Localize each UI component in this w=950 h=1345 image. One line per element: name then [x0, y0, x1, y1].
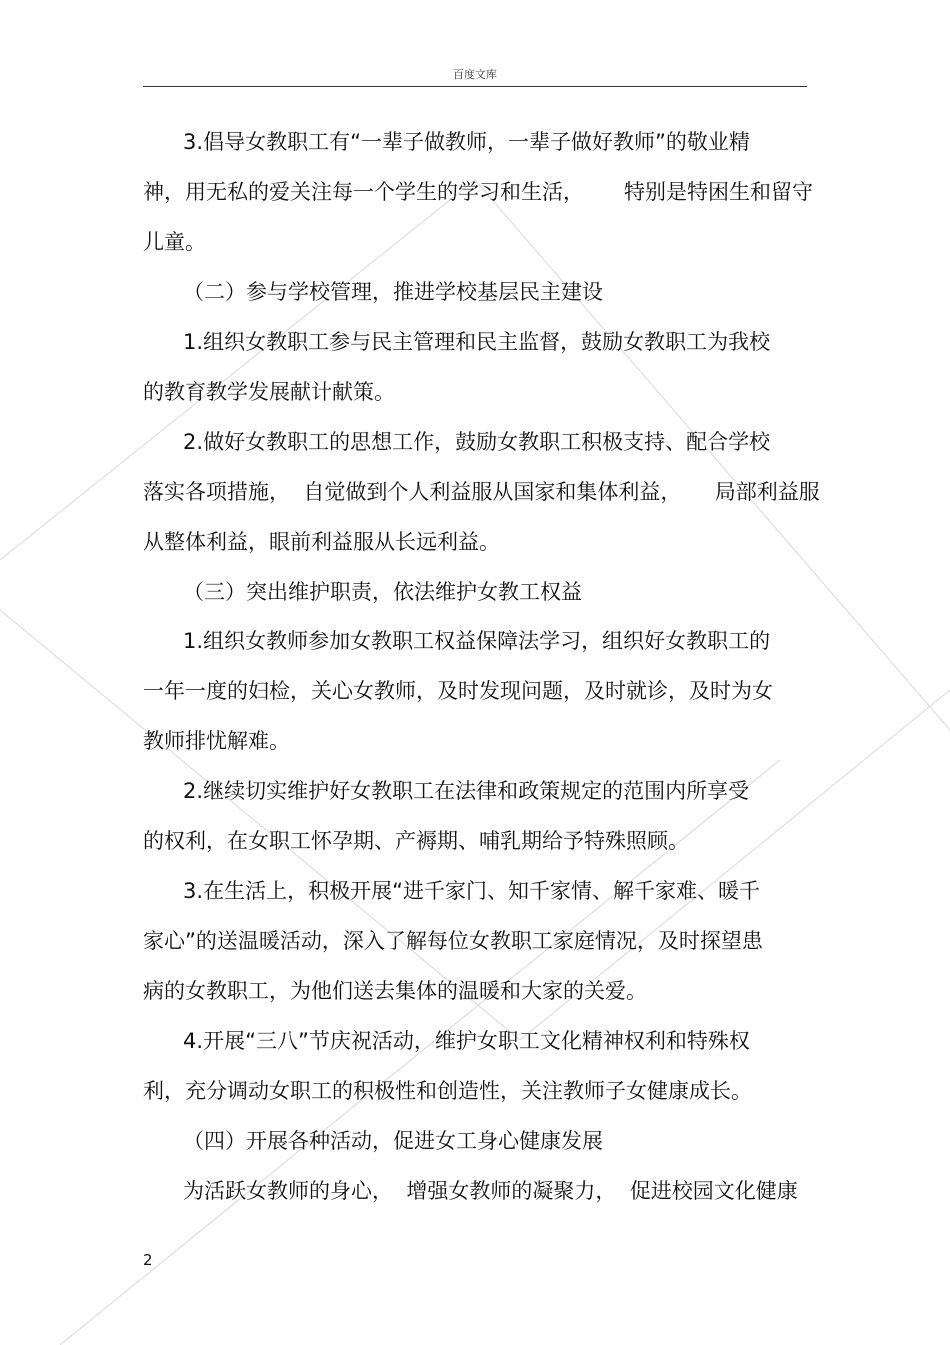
text-line: 4.开展“三八”节庆祝活动，维护女职工文化精神权利和特殊权 [143, 1029, 750, 1053]
text-line: 一年一度的妇检，关心女教师，及时发现问题，及时就诊，及时为女 [143, 679, 773, 703]
text-line: 2.继续切实维护好女教职工在法律和政策规定的范围内所享受 [143, 779, 750, 803]
text-line: 的权利，在女职工怀孕期、产褥期、哺乳期给予特殊照顾。 [143, 829, 689, 853]
header-source: 百度文库 [453, 68, 497, 81]
text-line: 2.做好女教职工的思想工作，鼓励女教职工积极支持、配合学校 [143, 430, 771, 454]
text-line: 儿童。 [143, 230, 206, 254]
text-line: 3.倡导女教职工有“一辈子做教师，一辈子做好教师”的敬业精 [143, 130, 750, 154]
text-line: 利，充分调动女职工的积极性和创造性，关注教师子女健康成长。 [143, 1079, 752, 1103]
text-line: 为活跃女教师的身心， 增强女教师的凝聚力， 促进校园文化健康 [143, 1179, 798, 1203]
text-line: 落实各项措施， 自觉做到个人利益服从国家和集体利益， 局部利益服 [143, 480, 820, 504]
text-line: 的教育教学发展献计献策。 [143, 380, 395, 404]
text-line: 家心”的送温暖活动，深入了解每位女教职工家庭情况，及时探望患 [143, 929, 763, 953]
text-line: 1.组织女教职工参与民主管理和民主监督，鼓励女教职工为我校 [143, 330, 771, 354]
text-line: 教师排忧解难。 [143, 729, 290, 753]
text-line: 1.组织女教师参加女教职工权益保障法学习，组织好女教职工的 [143, 629, 771, 653]
text-line: 从整体利益，眼前利益服从长远利益。 [143, 530, 500, 554]
text-line: 3.在生活上，积极开展“进千家门、知千家情、解千家难、暖千 [143, 879, 760, 903]
text-line: 病的女教职工，为他们送去集体的温暖和大家的关爱。 [143, 979, 647, 1003]
section-heading: （三）突出维护职责，依法维护女教工权益 [143, 580, 583, 604]
section-heading: （二）参与学校管理，推进学校基层民主建设 [143, 280, 604, 304]
text-line: 神，用无私的爱关注每一个学生的学习和生活， 特别是特困生和留守 [143, 180, 814, 204]
section-heading: （四）开展各种活动，促进女工身心健康发展 [143, 1129, 604, 1153]
header-rule [143, 86, 807, 87]
page-number: 2 [143, 1251, 153, 1269]
